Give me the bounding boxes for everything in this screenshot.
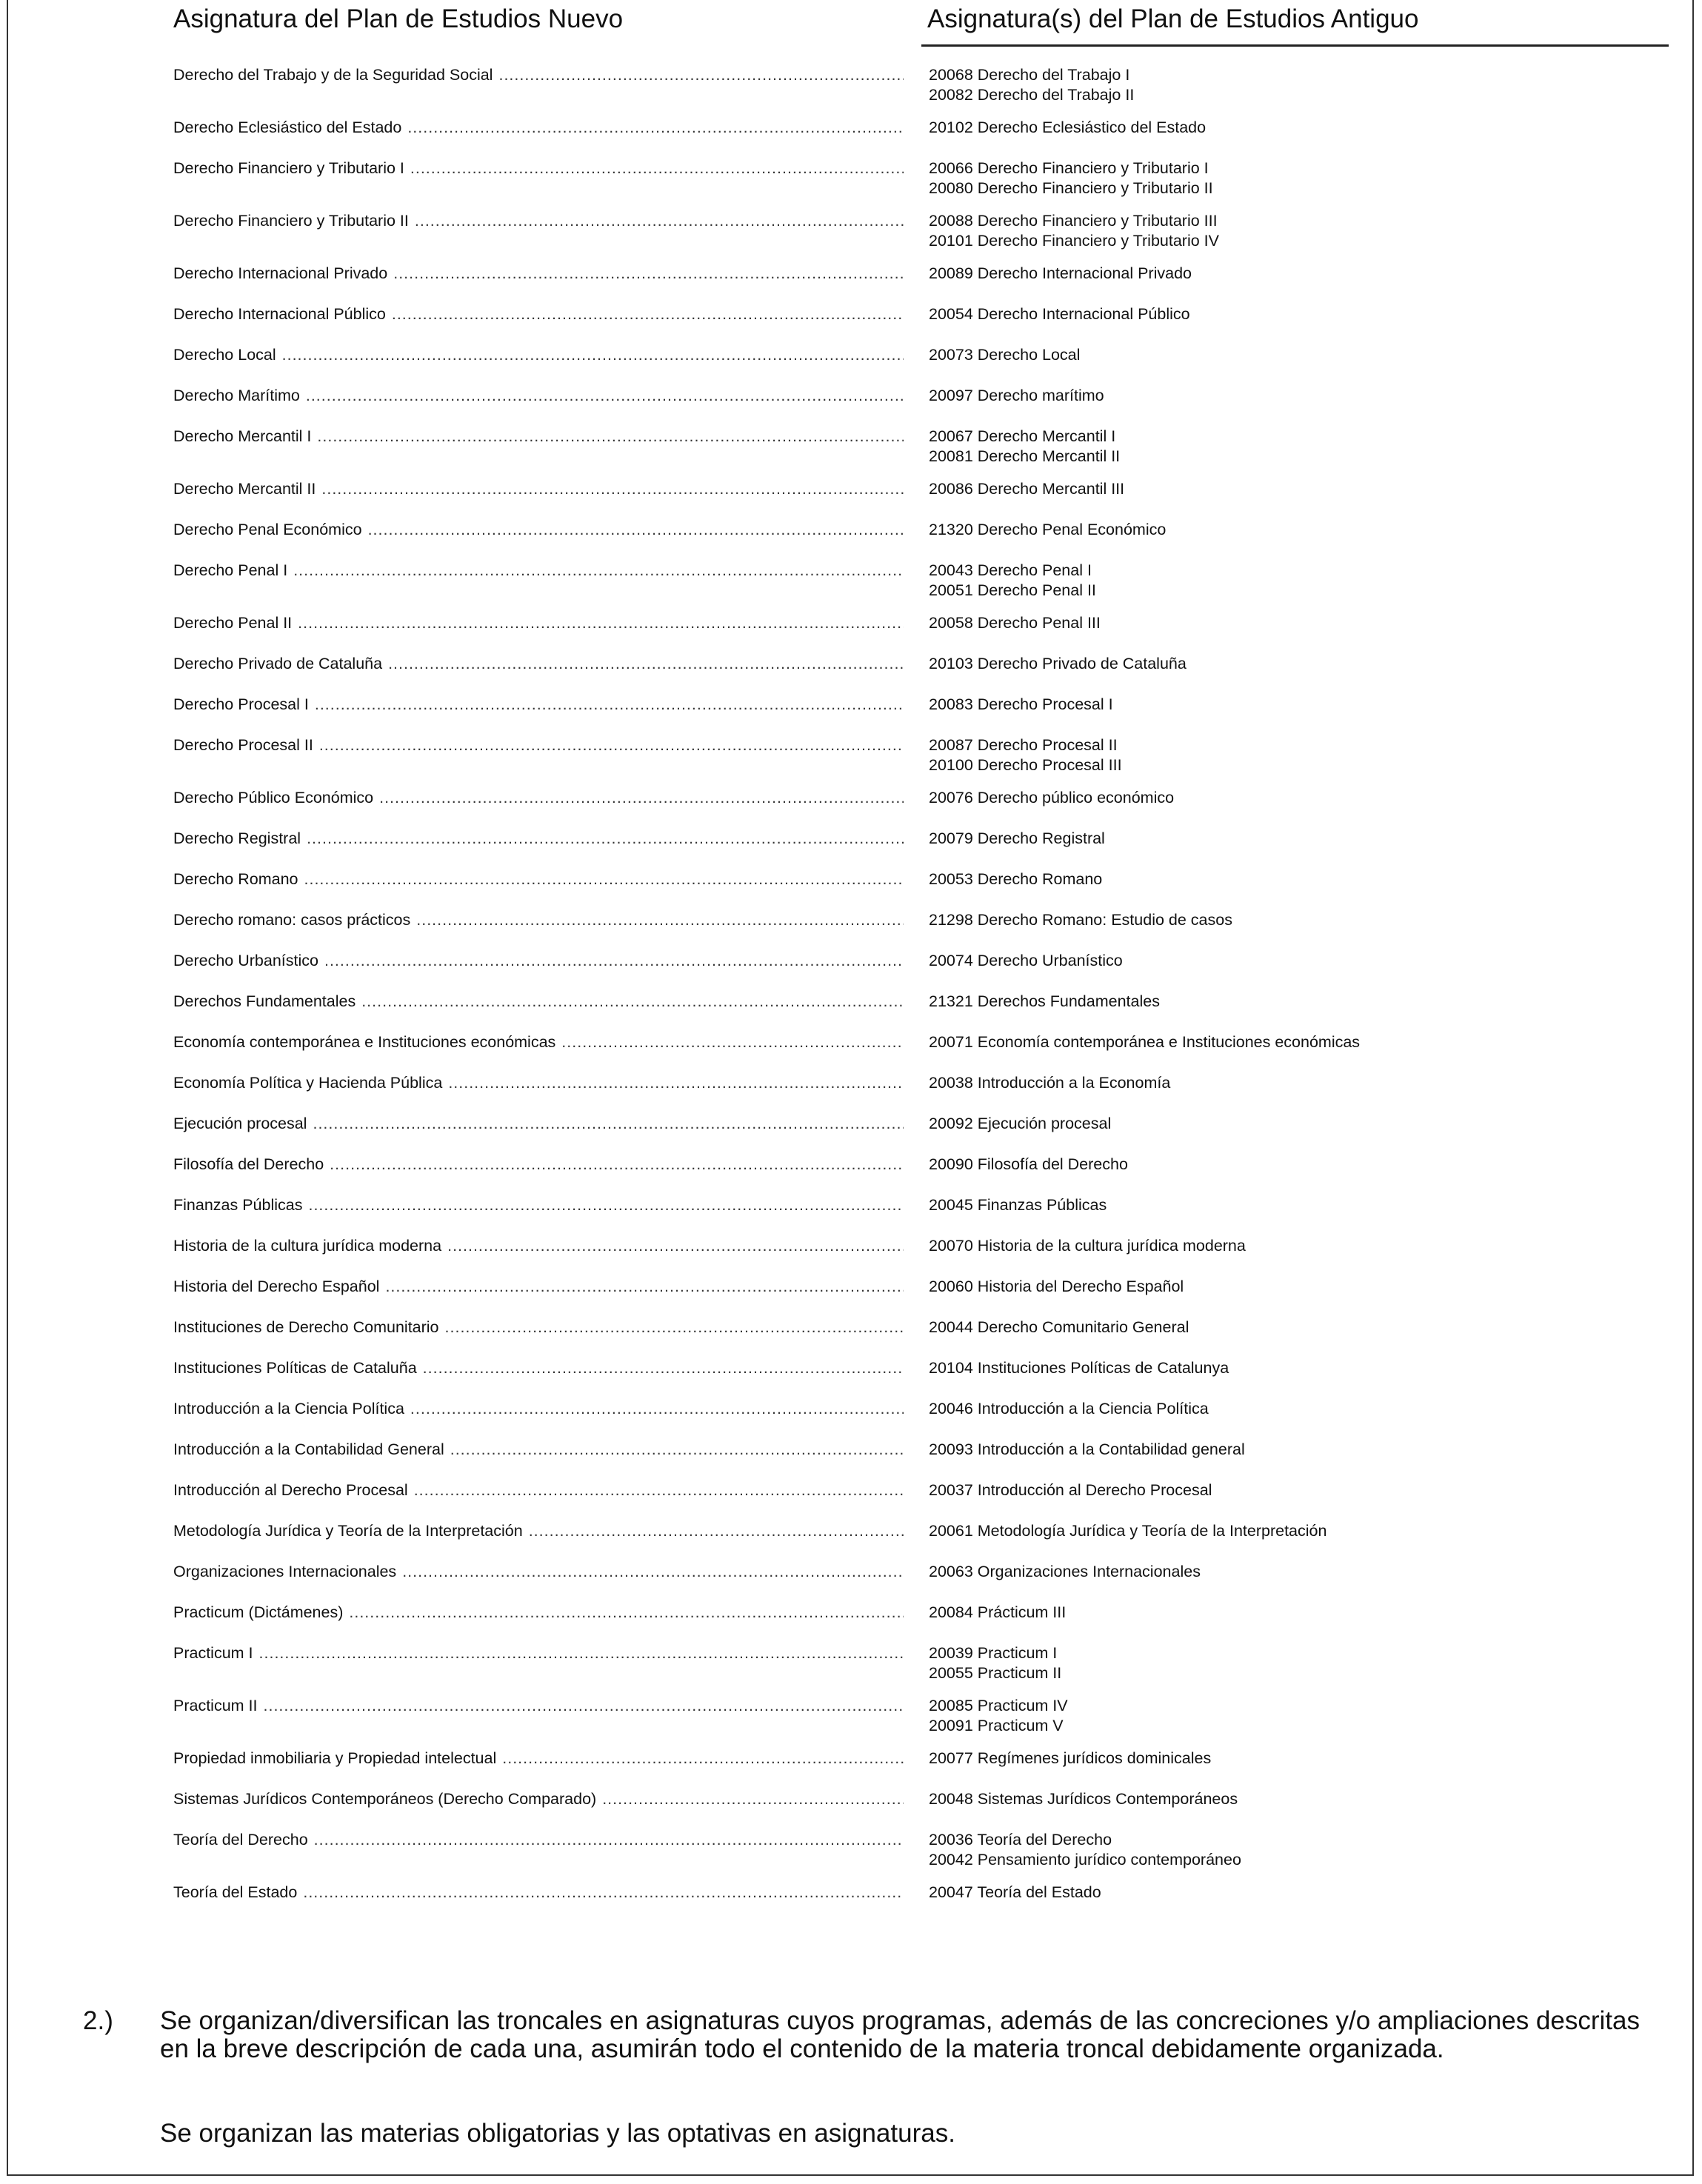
- leader-dots: [393, 264, 904, 284]
- old-subjects-cell: [929, 386, 1104, 406]
- table-row: [0, 1277, 1702, 1318]
- new-subject-cell: [173, 1236, 904, 1256]
- new-subject-name: Introducción a la Contabilidad General: [173, 1440, 444, 1458]
- leader-dots: [407, 118, 904, 138]
- new-subject-cell: [173, 1643, 904, 1663]
- old-subjects-cell: [929, 1277, 1184, 1297]
- new-subject-cell: [173, 1440, 904, 1460]
- new-subject-name: Instituciones de Derecho Comunitario: [173, 1318, 439, 1336]
- new-subject-cell: [173, 211, 904, 231]
- old-subject-entry: 20086 Derecho Mercantil III: [929, 480, 1125, 498]
- leader-dots: [402, 1562, 904, 1582]
- leader-dots: [410, 1399, 904, 1419]
- leader-dots: [385, 1277, 904, 1297]
- old-subjects-cell: [929, 613, 1101, 633]
- leader-dots: [561, 1032, 904, 1052]
- old-subject-entry: 20100 Derecho Procesal III: [929, 756, 1122, 774]
- new-subject-cell: [173, 1749, 904, 1769]
- leader-dots: [259, 1643, 904, 1663]
- table-row: [0, 386, 1702, 427]
- new-subject-cell: [173, 1358, 904, 1378]
- note-paragraph-1: Se organizan/diversifican las troncales en asignaturas cuyos programas, además de las concreciones y/o ampliaciones descritas en la breve descripción de cada una, asumirán todo el contenido de la materia troncal debidamente organizada.: [160, 2006, 1640, 2063]
- leader-dots: [308, 1195, 904, 1215]
- table-row: [0, 1883, 1702, 1923]
- old-subject-entry: 20044 Derecho Comunitario General: [929, 1318, 1189, 1336]
- old-subject-entry: 20101 Derecho Financiero y Tributario IV: [929, 232, 1219, 250]
- old-subject-entry: 20061 Metodología Jurídica y Teoría de la Interpretación: [929, 1522, 1327, 1540]
- table-row: [0, 1643, 1702, 1696]
- old-subject-entry: 20082 Derecho del Trabajo II: [929, 86, 1135, 104]
- leader-dots: [304, 869, 904, 889]
- old-subjects-cell: [929, 1603, 1066, 1623]
- new-subject-cell: [173, 735, 904, 755]
- table-row: [0, 1236, 1702, 1277]
- leader-dots: [423, 1358, 904, 1378]
- table-row: [0, 304, 1702, 345]
- table-row: [0, 1749, 1702, 1789]
- new-subject-cell: [173, 910, 904, 930]
- new-subject-name: Derecho Financiero y Tributario II: [173, 212, 409, 230]
- old-subject-entry: 20054 Derecho Internacional Público: [929, 305, 1190, 323]
- leader-dots: [264, 1696, 904, 1716]
- old-subject-entry: 20092 Ejecución procesal: [929, 1115, 1112, 1132]
- new-subject-cell: [173, 561, 904, 581]
- table-row: [0, 829, 1702, 869]
- old-subjects-cell: [929, 869, 1102, 889]
- old-subjects-cell: [929, 695, 1113, 715]
- old-subject-entry: 20053 Derecho Romano: [929, 870, 1103, 888]
- table-row: [0, 654, 1702, 695]
- table-row: [0, 695, 1702, 735]
- table-row: [0, 1073, 1702, 1114]
- new-subject-cell: [173, 65, 904, 85]
- old-subjects-cell: [929, 1358, 1229, 1378]
- new-subject-name: Derecho Internacional Privado: [173, 264, 388, 282]
- old-subject-entry: 20042 Pensamiento jurídico contemporáneo: [929, 1851, 1241, 1869]
- leader-dots: [314, 1830, 904, 1850]
- new-subject-name: Derecho Penal I: [173, 561, 288, 579]
- old-subjects-cell: [929, 65, 1134, 105]
- new-subject-cell: [173, 1480, 904, 1500]
- new-subject-name: Practicum I: [173, 1644, 253, 1662]
- new-subject-name: Derecho Registral: [173, 829, 301, 847]
- table-row: [0, 1480, 1702, 1521]
- old-subjects-cell: [929, 1114, 1111, 1134]
- new-subject-name: Derecho Penal Económico: [173, 521, 362, 538]
- old-subjects-cell: [929, 1399, 1209, 1419]
- table-row: [0, 264, 1702, 304]
- new-subject-cell: [173, 1883, 904, 1903]
- leader-dots: [450, 1440, 904, 1460]
- leader-dots: [315, 695, 904, 715]
- new-subject-name: Derecho Penal II: [173, 614, 293, 632]
- table-row: [0, 211, 1702, 264]
- new-subject-cell: [173, 1155, 904, 1175]
- leader-dots: [502, 1749, 904, 1769]
- new-subject-name: Derecho Procesal II: [173, 736, 313, 754]
- new-subject-name: Metodología Jurídica y Teoría de la Interpretación: [173, 1522, 523, 1540]
- new-subject-name: Derecho Mercantil II: [173, 480, 316, 498]
- new-subject-cell: [173, 479, 904, 499]
- new-subject-name: Derecho Privado de Cataluña: [173, 655, 383, 672]
- new-subject-cell: [173, 1830, 904, 1850]
- table-row: [0, 951, 1702, 992]
- old-subjects-cell: [929, 304, 1190, 324]
- table-row: [0, 613, 1702, 654]
- leader-dots: [307, 829, 904, 849]
- new-subject-cell: [173, 992, 904, 1012]
- new-subject-name: Filosofía del Derecho: [173, 1155, 324, 1173]
- old-subject-entry: 20067 Derecho Mercantil I: [929, 427, 1116, 445]
- old-subjects-cell: [929, 788, 1174, 808]
- old-subject-entry: 20090 Filosofía del Derecho: [929, 1155, 1128, 1173]
- header-rule: [921, 44, 1669, 47]
- old-subject-entry: 20080 Derecho Financiero y Tributario II: [929, 179, 1213, 197]
- table-row: [0, 869, 1702, 910]
- table-row: [0, 345, 1702, 386]
- leader-dots: [602, 1789, 904, 1809]
- new-subject-name: Teoría del Estado: [173, 1883, 298, 1901]
- old-subjects-cell: [929, 479, 1124, 499]
- leader-dots: [410, 158, 904, 178]
- new-subject-name: Teoría del Derecho: [173, 1831, 308, 1849]
- old-subjects-cell: [929, 264, 1192, 284]
- table-row: [0, 1032, 1702, 1073]
- leader-dots: [416, 910, 904, 930]
- leader-dots: [379, 788, 904, 808]
- new-subject-name: Economía Política y Hacienda Pública: [173, 1074, 443, 1092]
- new-subject-name: Derecho romano: casos prácticos: [173, 911, 411, 929]
- new-subject-name: Introducción al Derecho Procesal: [173, 1481, 408, 1499]
- table-row: [0, 1696, 1702, 1749]
- new-subject-name: Practicum (Dictámenes): [173, 1603, 344, 1621]
- old-subject-entry: 20091 Practicum V: [929, 1717, 1064, 1734]
- new-subject-name: Instituciones Políticas de Cataluña: [173, 1359, 417, 1377]
- new-subject-cell: [173, 304, 904, 324]
- new-subject-name: Derecho Mercantil I: [173, 427, 312, 445]
- table-row: [0, 788, 1702, 829]
- new-subject-name: Historia de la cultura jurídica moderna: [173, 1237, 442, 1255]
- old-subject-entry: 21321 Derechos Fundamentales: [929, 992, 1160, 1010]
- table-row: [0, 1603, 1702, 1643]
- new-subject-cell: [173, 1603, 904, 1623]
- leader-dots: [303, 1883, 904, 1903]
- new-subject-cell: [173, 1032, 904, 1052]
- note-number: 2.): [83, 2006, 113, 2035]
- new-subject-name: Finanzas Públicas: [173, 1196, 303, 1214]
- old-subjects-cell: [929, 561, 1096, 601]
- new-plan-column-header: Asignatura del Plan de Estudios Nuevo: [173, 4, 624, 33]
- new-subject-cell: [173, 158, 904, 178]
- old-subject-entry: 20058 Derecho Penal III: [929, 614, 1101, 632]
- old-subject-entry: 21320 Derecho Penal Económico: [929, 521, 1167, 538]
- old-subject-entry: 20070 Historia de la cultura jurídica moderna: [929, 1237, 1246, 1255]
- old-subjects-cell: [929, 1696, 1068, 1736]
- old-subject-entry: 20089 Derecho Internacional Privado: [929, 264, 1192, 282]
- old-subject-entry: 20063 Organizaciones Internacionales: [929, 1563, 1201, 1580]
- old-subject-entry: 20068 Derecho del Trabajo I: [929, 66, 1130, 84]
- old-subject-entry: 20046 Introducción a la Ciencia Política: [929, 1400, 1209, 1417]
- old-subject-entry: 20085 Practicum IV: [929, 1697, 1068, 1714]
- old-subjects-cell: [929, 1562, 1201, 1582]
- new-subject-cell: [173, 869, 904, 889]
- old-subject-entry: 20087 Derecho Procesal II: [929, 736, 1118, 754]
- table-row: [0, 520, 1702, 561]
- new-subject-cell: [173, 1399, 904, 1419]
- old-subjects-cell: [929, 654, 1187, 674]
- old-subject-entry: 20043 Derecho Penal I: [929, 561, 1092, 579]
- table-row: [0, 158, 1702, 211]
- old-subjects-cell: [929, 158, 1213, 198]
- new-subject-cell: [173, 118, 904, 138]
- old-subject-entry: 20038 Introducción a la Economía: [929, 1074, 1171, 1092]
- leader-dots: [330, 1155, 904, 1175]
- old-subjects-cell: [929, 1236, 1246, 1256]
- old-subjects-cell: [929, 1195, 1107, 1215]
- new-subject-name: Derecho Romano: [173, 870, 298, 888]
- new-subject-cell: [173, 1562, 904, 1582]
- old-subjects-cell: [929, 1073, 1170, 1093]
- new-subject-name: Propiedad inmobiliaria y Propiedad intelectual: [173, 1749, 497, 1767]
- old-subjects-cell: [929, 1440, 1245, 1460]
- old-subjects-cell: [929, 910, 1232, 930]
- old-plan-column-header: Asignatura(s) del Plan de Estudios Antiguo: [927, 4, 1419, 33]
- new-subject-cell: [173, 613, 904, 633]
- leader-dots: [282, 345, 904, 365]
- old-subject-entry: 20071 Economía contemporánea e Instituciones económicas: [929, 1033, 1361, 1051]
- new-subject-cell: [173, 1789, 904, 1809]
- new-subject-cell: [173, 1073, 904, 1093]
- leader-dots: [293, 561, 904, 581]
- new-subject-name: Derecho Eclesiástico del Estado: [173, 118, 402, 136]
- old-subject-entry: 20048 Sistemas Jurídicos Contemporáneos: [929, 1790, 1238, 1808]
- table-row: [0, 1830, 1702, 1883]
- old-subject-entry: 20037 Introducción al Derecho Procesal: [929, 1481, 1212, 1499]
- old-subject-entry: 20074 Derecho Urbanístico: [929, 952, 1123, 969]
- old-subject-entry: 20081 Derecho Mercantil II: [929, 447, 1121, 465]
- old-subjects-cell: [929, 735, 1122, 775]
- table-row: [0, 1562, 1702, 1603]
- old-subjects-cell: [929, 951, 1123, 971]
- leader-dots: [321, 479, 904, 499]
- leader-dots: [448, 1073, 904, 1093]
- old-subjects-cell: [929, 1521, 1326, 1541]
- old-subjects-cell: [929, 1789, 1238, 1809]
- old-subjects-cell: [929, 1749, 1211, 1769]
- new-subject-cell: [173, 1521, 904, 1541]
- leader-dots: [349, 1603, 904, 1623]
- new-subject-cell: [173, 345, 904, 365]
- new-subject-cell: [173, 951, 904, 971]
- new-subject-cell: [173, 427, 904, 447]
- old-subject-entry: 20093 Introducción a la Contabilidad general: [929, 1440, 1245, 1458]
- table-row: [0, 1114, 1702, 1155]
- table-row: [0, 1155, 1702, 1195]
- old-subjects-cell: [929, 829, 1105, 849]
- new-subject-name: Derecho Público Económico: [173, 789, 374, 807]
- table-row: [0, 1789, 1702, 1830]
- table-row: [0, 1358, 1702, 1399]
- leader-dots: [319, 735, 904, 755]
- table-row: [0, 118, 1702, 158]
- new-subject-cell: [173, 1696, 904, 1716]
- new-subject-name: Derechos Fundamentales: [173, 992, 356, 1010]
- old-subject-entry: 20055 Practicum II: [929, 1664, 1062, 1682]
- leader-dots: [392, 304, 904, 324]
- new-subject-cell: [173, 386, 904, 406]
- old-subject-entry: 20073 Derecho Local: [929, 346, 1081, 364]
- table-row: [0, 1399, 1702, 1440]
- leader-dots: [298, 613, 904, 633]
- new-subject-name: Introducción a la Ciencia Política: [173, 1400, 404, 1417]
- old-subject-entry: 20047 Teoría del Estado: [929, 1883, 1101, 1901]
- old-subject-entry: 20102 Derecho Eclesiástico del Estado: [929, 118, 1207, 136]
- old-subjects-cell: [929, 992, 1160, 1012]
- old-subject-entry: 20077 Regímenes jurídicos dominicales: [929, 1749, 1212, 1767]
- old-subject-entry: 20036 Teoría del Derecho: [929, 1831, 1112, 1849]
- new-subject-name: Derecho Local: [173, 346, 276, 364]
- new-subject-name: Derecho Urbanístico: [173, 952, 318, 969]
- old-subject-entry: 20076 Derecho público económico: [929, 789, 1175, 807]
- leader-dots: [447, 1236, 904, 1256]
- table-row: [0, 427, 1702, 479]
- old-subject-entry: 20039 Practicum I: [929, 1644, 1058, 1662]
- table-row: [0, 65, 1702, 118]
- new-subject-cell: [173, 1277, 904, 1297]
- old-subject-entry: 20079 Derecho Registral: [929, 829, 1105, 847]
- new-subject-name: Derecho Procesal I: [173, 695, 309, 713]
- old-subject-entry: 20066 Derecho Financiero y Tributario I: [929, 159, 1209, 177]
- leader-dots: [317, 427, 904, 447]
- old-subjects-cell: [929, 1643, 1061, 1683]
- new-subject-name: Derecho Internacional Público: [173, 305, 386, 323]
- note-paragraph-2: Se organizan las materias obligatorias y las optativas en asignaturas.: [160, 2119, 955, 2148]
- old-subjects-cell: [929, 118, 1206, 138]
- old-subjects-cell: [929, 1155, 1128, 1175]
- new-subject-cell: [173, 1318, 904, 1338]
- new-subject-cell: [173, 788, 904, 808]
- old-subject-entry: 20083 Derecho Procesal I: [929, 695, 1113, 713]
- leader-dots: [498, 65, 904, 85]
- new-subject-cell: [173, 829, 904, 849]
- old-subject-entry: 20051 Derecho Penal II: [929, 581, 1096, 599]
- old-subjects-cell: [929, 1318, 1189, 1338]
- leader-dots: [529, 1521, 904, 1541]
- new-subject-name: Derecho del Trabajo y de la Seguridad Social: [173, 66, 493, 84]
- new-subject-cell: [173, 1195, 904, 1215]
- new-subject-cell: [173, 654, 904, 674]
- old-subjects-cell: [929, 1830, 1241, 1870]
- old-subject-entry: 20060 Historia del Derecho Español: [929, 1278, 1184, 1295]
- leader-dots: [445, 1318, 904, 1338]
- table-row: [0, 735, 1702, 788]
- table-row: [0, 479, 1702, 520]
- leader-dots: [313, 1114, 904, 1134]
- new-subject-cell: [173, 520, 904, 540]
- old-subjects-cell: [929, 427, 1120, 467]
- table-row: [0, 1195, 1702, 1236]
- new-subject-cell: [173, 695, 904, 715]
- new-subject-name: Practicum II: [173, 1697, 258, 1714]
- old-subject-entry: 20104 Instituciones Políticas de Catalunya: [929, 1359, 1229, 1377]
- old-subject-entry: 20045 Finanzas Públicas: [929, 1196, 1107, 1214]
- leader-dots: [414, 1480, 904, 1500]
- old-subjects-cell: [929, 1480, 1212, 1500]
- new-subject-name: Sistemas Jurídicos Contemporáneos (Derecho Comparado): [173, 1790, 597, 1808]
- leader-dots: [388, 654, 904, 674]
- leader-dots: [324, 951, 904, 971]
- new-subject-name: Organizaciones Internacionales: [173, 1563, 397, 1580]
- table-row: [0, 561, 1702, 613]
- table-row: [0, 1521, 1702, 1562]
- old-subject-entry: 20103 Derecho Privado de Cataluña: [929, 655, 1187, 672]
- old-subject-entry: 20097 Derecho marítimo: [929, 387, 1104, 404]
- old-subjects-cell: [929, 520, 1166, 540]
- table-row: [0, 1318, 1702, 1358]
- new-subject-name: Economía contemporánea e Instituciones económicas: [173, 1033, 556, 1051]
- old-subject-entry: 20088 Derecho Financiero y Tributario III: [929, 212, 1218, 230]
- old-subject-entry: 21298 Derecho Romano: Estudio de casos: [929, 911, 1232, 929]
- equivalence-table: [0, 65, 1702, 1923]
- leader-dots: [368, 520, 904, 540]
- table-row: [0, 992, 1702, 1032]
- new-subject-name: Derecho Marítimo: [173, 387, 300, 404]
- table-row: [0, 910, 1702, 951]
- new-subject-name: Derecho Financiero y Tributario I: [173, 159, 404, 177]
- table-row: [0, 1440, 1702, 1480]
- old-subjects-cell: [929, 211, 1219, 251]
- new-subject-name: Historia del Derecho Español: [173, 1278, 380, 1295]
- leader-dots: [361, 992, 904, 1012]
- old-subjects-cell: [929, 345, 1080, 365]
- new-subject-cell: [173, 1114, 904, 1134]
- new-subject-name: Ejecución procesal: [173, 1115, 307, 1132]
- old-subjects-cell: [929, 1032, 1360, 1052]
- old-subject-entry: 20084 Prácticum III: [929, 1603, 1067, 1621]
- leader-dots: [306, 386, 904, 406]
- leader-dots: [415, 211, 904, 231]
- old-subjects-cell: [929, 1883, 1101, 1903]
- new-subject-cell: [173, 264, 904, 284]
